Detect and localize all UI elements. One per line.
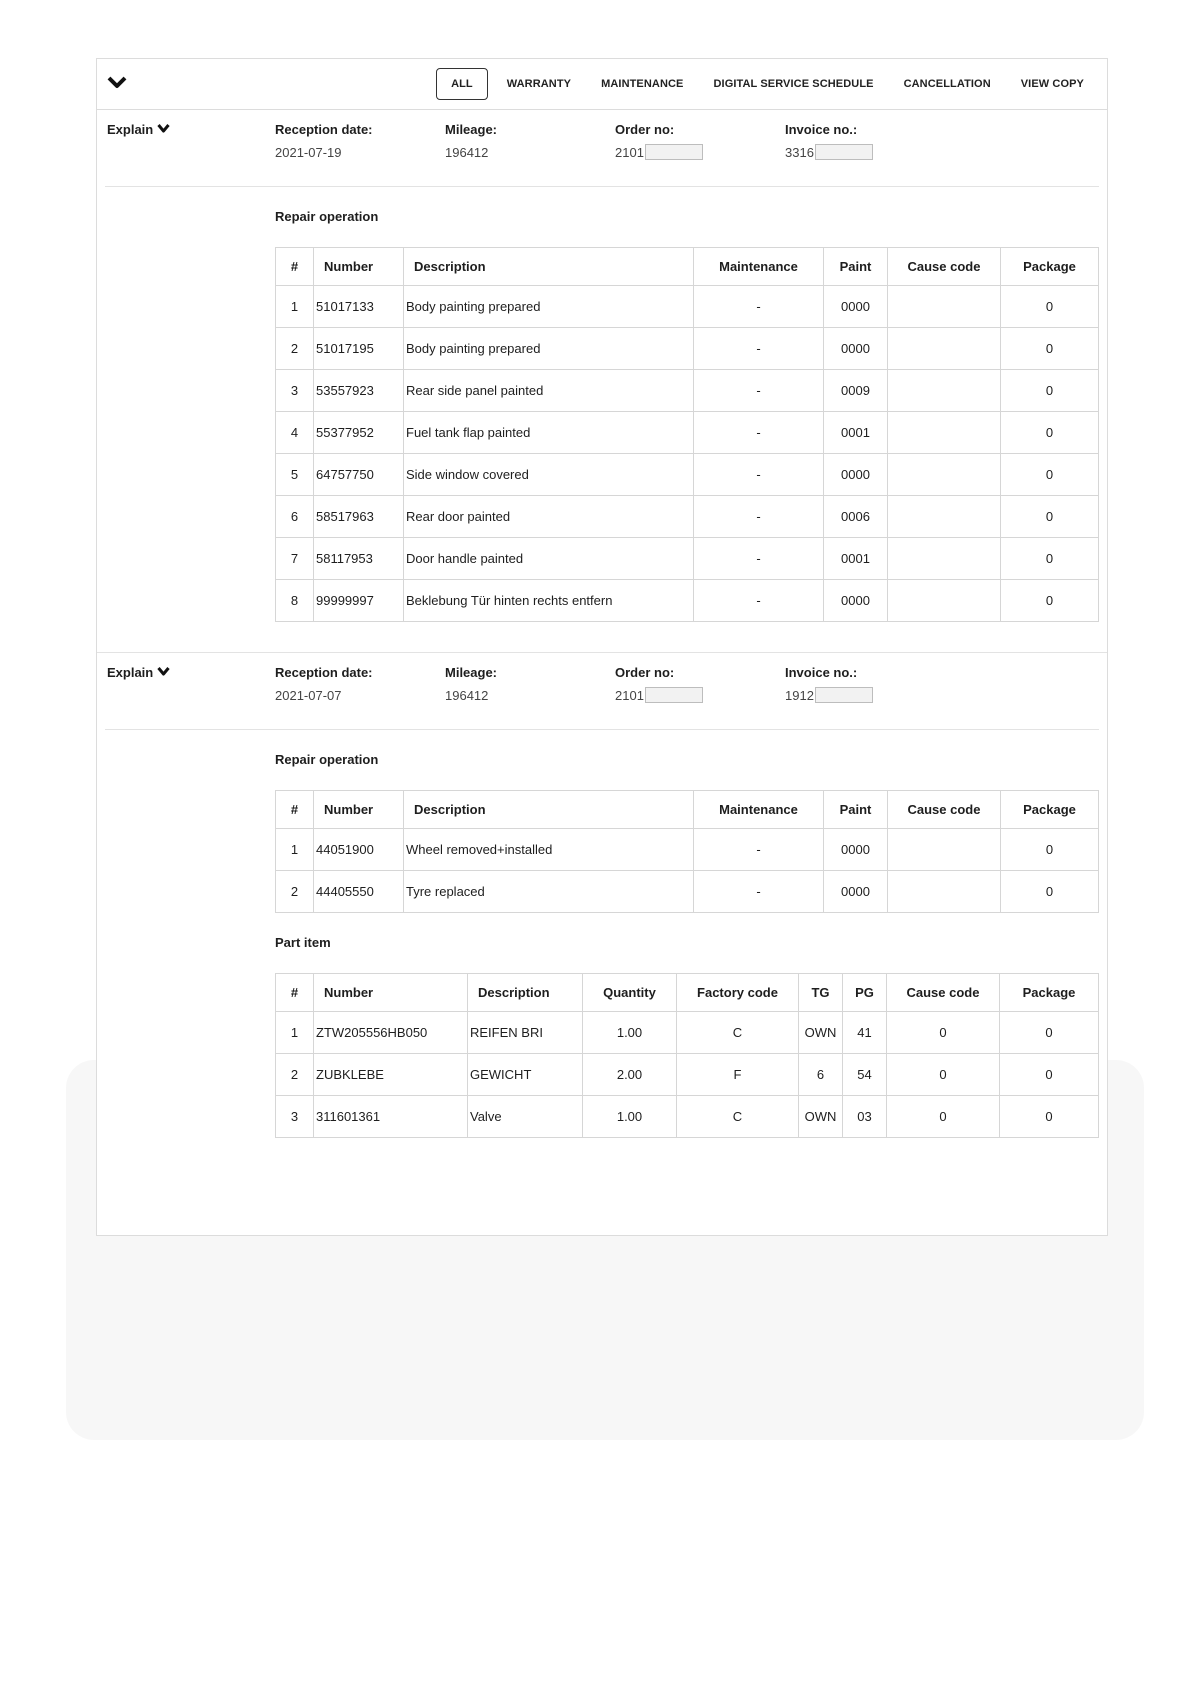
table-cell: 0 (1001, 496, 1099, 538)
mileage-field (445, 665, 497, 705)
table-cell: 44405550 (314, 871, 404, 913)
table-cell: 0000 (824, 454, 888, 496)
visit-body (97, 750, 1107, 1208)
table-cell: C (677, 1096, 799, 1138)
column-header[interactable]: Paint (824, 791, 888, 829)
table-row[interactable] (276, 454, 1099, 496)
chevron-down-icon (157, 122, 170, 137)
table-cell: Valve (468, 1096, 583, 1138)
table-cell: 99999997 (314, 580, 404, 622)
column-header[interactable]: Maintenance (694, 791, 824, 829)
column-header[interactable]: Description (404, 791, 694, 829)
table-cell: - (694, 538, 824, 580)
column-header[interactable]: Number (314, 974, 468, 1012)
table-cell: Tyre replaced (404, 871, 694, 913)
mileage-field (445, 122, 497, 162)
invoice-no-label: Invoice no.: (785, 665, 858, 680)
reception-date-label: Reception date: (275, 665, 373, 680)
table-cell: 54 (843, 1054, 887, 1096)
redaction-box (815, 687, 873, 703)
table-cell: 03 (843, 1096, 887, 1138)
column-header[interactable]: Maintenance (694, 248, 824, 286)
chevron-down-icon (157, 665, 170, 680)
column-header[interactable]: Paint (824, 248, 888, 286)
table-cell: 0 (1001, 412, 1099, 454)
part-item-table (275, 973, 1099, 1138)
table-cell: ZUBKLEBE (314, 1054, 468, 1096)
reception-date-field (275, 122, 373, 162)
table-row[interactable] (276, 1096, 1099, 1138)
order-no-label: Order no: (615, 122, 675, 137)
table-cell: 6 (799, 1054, 843, 1096)
column-header[interactable]: Quantity (583, 974, 677, 1012)
tab-warranty[interactable]: WARRANTY (506, 78, 572, 90)
table-cell: C (677, 1012, 799, 1054)
order-no-value-wrap (615, 142, 703, 162)
order-no-value: 2101 (615, 687, 644, 703)
table-cell: 51017195 (314, 328, 404, 370)
mileage-value-wrap (445, 142, 497, 162)
invoice-no-field (785, 122, 873, 162)
visit-header (105, 653, 1099, 730)
table-cell (888, 496, 1001, 538)
table-cell: Fuel tank flap painted (404, 412, 694, 454)
table-cell (888, 370, 1001, 412)
table-cell: 51017133 (314, 286, 404, 328)
table-cell: 55377952 (314, 412, 404, 454)
tab-view-copy[interactable]: VIEW COPY (1020, 78, 1084, 90)
table-cell (888, 412, 1001, 454)
table-cell (888, 454, 1001, 496)
table-cell: Body painting prepared (404, 286, 694, 328)
service-history-card (96, 58, 1108, 1236)
tab-digital-service-schedule[interactable]: DIGITAL SERVICE SCHEDULE (713, 78, 874, 90)
table-cell: 0 (1001, 871, 1099, 913)
table-cell: 0 (887, 1096, 1000, 1138)
table-cell: 0 (1001, 286, 1099, 328)
table-cell: 64757750 (314, 454, 404, 496)
table-cell: 0001 (824, 538, 888, 580)
column-header[interactable]: TG (799, 974, 843, 1012)
table-cell: - (694, 580, 824, 622)
chevron-down-icon[interactable] (107, 75, 129, 93)
redaction-box (645, 687, 703, 703)
explain-toggle[interactable] (107, 122, 170, 137)
reception-date-label: Reception date: (275, 122, 373, 137)
table-cell: 0 (887, 1012, 1000, 1054)
column-header[interactable]: Cause code (888, 248, 1001, 286)
column-header[interactable]: Cause code (888, 791, 1001, 829)
column-header[interactable]: Description (468, 974, 583, 1012)
table-cell (888, 871, 1001, 913)
order-no-value-wrap (615, 685, 703, 705)
table-cell: 2 (276, 871, 314, 913)
table-cell: Wheel removed+installed (404, 829, 694, 871)
table-cell: 0000 (824, 871, 888, 913)
table-cell: 6 (276, 496, 314, 538)
tab-all[interactable]: ALL (436, 68, 488, 100)
column-header[interactable]: Cause code (887, 974, 1000, 1012)
table-cell: 2 (276, 1054, 314, 1096)
table-cell: 53557923 (314, 370, 404, 412)
table-header-row (276, 974, 1099, 1012)
invoice-no-field (785, 665, 873, 705)
table-cell (888, 328, 1001, 370)
table-cell: - (694, 286, 824, 328)
table-cell: 3 (276, 1096, 314, 1138)
explain-label: Explain (107, 665, 154, 680)
table-cell: 4 (276, 412, 314, 454)
table-cell: 3 (276, 370, 314, 412)
toolbar (97, 59, 1107, 110)
order-no-value: 2101 (615, 144, 644, 160)
table-row[interactable] (276, 580, 1099, 622)
table-cell: 0 (1001, 328, 1099, 370)
order-no-label: Order no: (615, 665, 675, 680)
table-cell: 0009 (824, 370, 888, 412)
table-cell: 0001 (824, 412, 888, 454)
table-cell: 0 (1000, 1054, 1099, 1096)
table-cell: Door handle painted (404, 538, 694, 580)
order-no-field (615, 122, 703, 162)
invoice-no-value: 3316 (785, 144, 814, 160)
table-cell (888, 538, 1001, 580)
table-cell: 1 (276, 286, 314, 328)
column-header[interactable]: Factory code (677, 974, 799, 1012)
table-cell: 0006 (824, 496, 888, 538)
mileage-value: 196412 (445, 144, 489, 160)
table-cell: - (694, 328, 824, 370)
invoice-no-value-wrap (785, 685, 873, 705)
reception-date-field (275, 665, 373, 705)
table-cell: 0000 (824, 580, 888, 622)
column-header[interactable]: Package (1001, 248, 1099, 286)
explain-toggle[interactable] (107, 665, 170, 680)
table-cell: 0000 (824, 328, 888, 370)
table-row[interactable] (276, 412, 1099, 454)
table-cell: 0 (1000, 1096, 1099, 1138)
reception-date-value: 2021-07-07 (275, 687, 342, 703)
table-cell: 0 (1001, 829, 1099, 871)
part-item-title: Part item (275, 935, 331, 950)
column-header[interactable]: Package (1000, 974, 1099, 1012)
table-cell (888, 829, 1001, 871)
tab-maintenance[interactable]: MAINTENANCE (601, 78, 684, 90)
redaction-box (815, 144, 873, 160)
spacer (275, 1138, 1099, 1208)
table-cell: 0 (1001, 538, 1099, 580)
table-cell (888, 580, 1001, 622)
table-cell: 44051900 (314, 829, 404, 871)
table-cell: - (694, 412, 824, 454)
table-cell: 58117953 (314, 538, 404, 580)
visit-header (105, 110, 1099, 187)
filter-tabs (436, 68, 1099, 100)
table-cell: 0 (1001, 454, 1099, 496)
reception-date-value-wrap (275, 685, 373, 705)
table-row[interactable] (276, 1012, 1099, 1054)
table-cell: ZTW205556HB050 (314, 1012, 468, 1054)
spacer (275, 622, 1099, 652)
repair-operation-table (275, 247, 1099, 622)
table-cell: - (694, 496, 824, 538)
table-header-row (276, 791, 1099, 829)
table-row[interactable] (276, 1054, 1099, 1096)
table-cell: OWN (799, 1096, 843, 1138)
table-row[interactable] (276, 496, 1099, 538)
table-cell: 58517963 (314, 496, 404, 538)
table-row[interactable] (276, 370, 1099, 412)
table-cell: Beklebung Tür hinten rechts entfern (404, 580, 694, 622)
table-cell: 1 (276, 1012, 314, 1054)
mileage-value: 196412 (445, 687, 489, 703)
visit-record (97, 110, 1107, 653)
repair-operation-table (275, 790, 1099, 913)
invoice-no-label: Invoice no.: (785, 122, 858, 137)
visit-body (97, 207, 1107, 652)
mileage-label: Mileage: (445, 665, 498, 680)
table-cell: - (694, 454, 824, 496)
column-header[interactable]: Description (404, 248, 694, 286)
column-header[interactable]: # (276, 248, 314, 286)
table-cell: REIFEN BRI (468, 1012, 583, 1054)
table-cell: 1 (276, 829, 314, 871)
mileage-value-wrap (445, 685, 497, 705)
table-cell: Rear door painted (404, 496, 694, 538)
table-cell: 1.00 (583, 1012, 677, 1054)
table-cell: Body painting prepared (404, 328, 694, 370)
table-cell: Rear side panel painted (404, 370, 694, 412)
table-cell: 0000 (824, 286, 888, 328)
column-header[interactable]: # (276, 791, 314, 829)
repair-operation-title: Repair operation (275, 209, 379, 224)
invoice-no-value-wrap (785, 142, 873, 162)
column-header[interactable]: PG (843, 974, 887, 1012)
table-cell: F (677, 1054, 799, 1096)
invoice-no-value: 1912 (785, 687, 814, 703)
repair-operation-title: Repair operation (275, 752, 379, 767)
table-cell: - (694, 370, 824, 412)
visit-list (97, 110, 1107, 1208)
reception-date-value-wrap (275, 142, 373, 162)
column-header[interactable]: # (276, 974, 314, 1012)
column-header[interactable]: Number (314, 791, 404, 829)
table-cell: 0 (1000, 1012, 1099, 1054)
table-cell: 0 (1001, 580, 1099, 622)
table-cell: - (694, 829, 824, 871)
tab-cancellation[interactable]: CANCELLATION (903, 78, 991, 90)
table-cell: 0 (1001, 370, 1099, 412)
column-header[interactable]: Number (314, 248, 404, 286)
table-row[interactable] (276, 871, 1099, 913)
table-row[interactable] (276, 286, 1099, 328)
column-header[interactable]: Package (1001, 791, 1099, 829)
table-row[interactable] (276, 538, 1099, 580)
table-cell: OWN (799, 1012, 843, 1054)
order-no-field (615, 665, 703, 705)
table-cell: 5 (276, 454, 314, 496)
table-cell: 311601361 (314, 1096, 468, 1138)
table-cell: - (694, 871, 824, 913)
table-cell (888, 286, 1001, 328)
mileage-label: Mileage: (445, 122, 498, 137)
table-row[interactable] (276, 829, 1099, 871)
table-cell: 8 (276, 580, 314, 622)
reception-date-value: 2021-07-19 (275, 144, 342, 160)
table-cell: 2 (276, 328, 314, 370)
redaction-box (645, 144, 703, 160)
table-cell: 2.00 (583, 1054, 677, 1096)
table-cell: Side window covered (404, 454, 694, 496)
table-cell: 0 (887, 1054, 1000, 1096)
table-cell: 7 (276, 538, 314, 580)
table-cell: 41 (843, 1012, 887, 1054)
explain-label: Explain (107, 122, 154, 137)
table-cell: 0000 (824, 829, 888, 871)
table-row[interactable] (276, 328, 1099, 370)
visit-record (97, 653, 1107, 1208)
table-header-row (276, 248, 1099, 286)
table-cell: GEWICHT (468, 1054, 583, 1096)
table-cell: 1.00 (583, 1096, 677, 1138)
